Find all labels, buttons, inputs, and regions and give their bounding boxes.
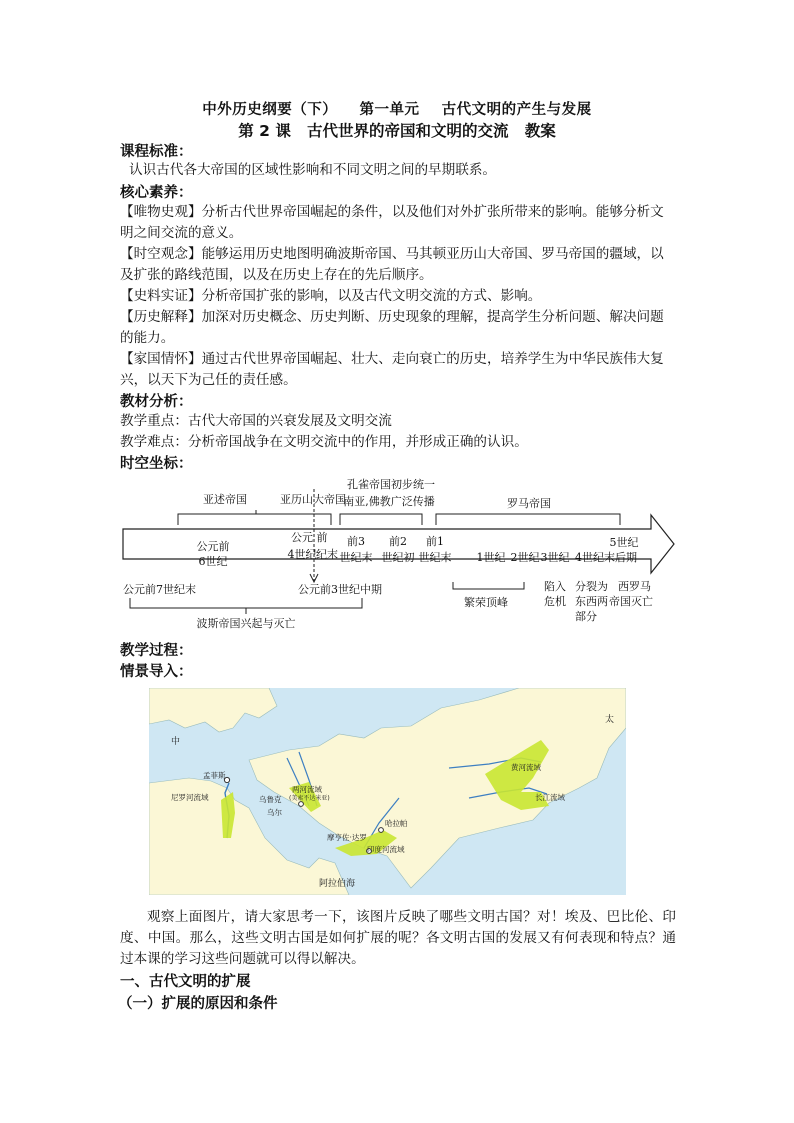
tick-q3-end: 世纪末 (339, 551, 373, 564)
literacy-text: 通过古代世界帝国崛起、壮大、走向衰亡的历史，培养学生为中华民族伟大复 (201, 351, 664, 367)
label-rome: 罗马帝国 (507, 497, 551, 510)
literacy-item-evidence (120, 286, 676, 307)
label-two-rivers: 两河流域 (292, 785, 322, 794)
label-fall-1: 西罗马 (618, 580, 651, 593)
literacy-item-patriotism (120, 349, 676, 370)
standard-text: 认识古代各大帝国的区域性影响和不同文明之间的早期联系。 (129, 162, 497, 178)
literacy-continuation: 明之间交流的意义。 (120, 225, 243, 241)
analysis-heading: 教材分析： (120, 394, 193, 410)
process-heading: 教学过程： (120, 643, 193, 659)
label-mohenjo: 摩亨佐·达罗 (327, 833, 367, 842)
label-crisis-2: 危机 (544, 595, 566, 608)
literacy-continuation: 的能力。 (120, 330, 175, 346)
literacy-text: 能够运用历史地图明确波斯帝国、马其顿亚历山大帝国、罗马帝国的疆域，以 (201, 246, 664, 262)
section-1-heading: 一、古代文明的扩展 (120, 974, 251, 990)
city-harappa-marker (379, 828, 384, 833)
city-ur-marker (299, 802, 304, 807)
bracket-rome (436, 514, 620, 525)
subsection-1-heading: （一）扩展的原因和条件 (118, 996, 278, 1012)
tick-qian: 前 (316, 531, 328, 544)
timeline-heading: 时空坐标： (120, 456, 193, 472)
tick-2c: 2世纪 (510, 551, 540, 564)
analysis-difficult-point: 教学难点：分析帝国战争在文明交流中的作用，并形成正确的认识。 (120, 434, 528, 450)
tick-4c-late: 4世纪末后期 (575, 551, 637, 564)
intro-heading: 情景导入： (120, 664, 193, 680)
label-kongque-2: 南亚,佛教广泛传播 (343, 495, 435, 508)
literacy-tag: 【历史解释】 (120, 309, 202, 325)
document-series-title: 中外历史纲要（下） 第一单元 古代文明的产生与发展 (202, 102, 592, 118)
label-7c-end: 公元前7世纪末 (123, 583, 196, 596)
label-mesopotamia: (美索不达米亚) (289, 795, 330, 802)
tick-3c: 3世纪 (540, 551, 570, 564)
bracket-kongque (340, 514, 422, 525)
tick-1c: 1世纪 (476, 551, 506, 564)
bracket-persia (130, 598, 362, 608)
literacy-text: 加深对历史概念、历史判断、历史现象的理解，提高学生分析问题、解决问题 (201, 309, 664, 325)
literacy-text: 分析帝国扩张的影响，以及古代文明交流的方式、影响。 (201, 288, 542, 304)
label-mediterranean: 中 (171, 737, 181, 747)
tick-5c: 5世纪 (609, 536, 639, 549)
label-pacific: 太 (605, 715, 615, 725)
bracket-peak (453, 582, 524, 589)
tick-6c-a: 公元前 (196, 540, 230, 553)
intro-question-paragraph: 观察上面图片，请大家思考一下，该图片反映了哪些文明古国？对！埃及、巴比伦、印度、中国。那么，这些文明古国是如何扩展的呢？各文明古国的发展又有何表现和特点？通过本课的学习这些问题就可以得以解决。 (120, 909, 676, 967)
label-arabian-sea: 阿拉伯海 (319, 879, 356, 889)
label-ur: 乌尔 (267, 808, 282, 817)
tick-q1-end: 世纪末 (418, 551, 452, 564)
lesson-title: 第 2 课 古代世界的帝国和文明的交流 教案 (238, 122, 556, 140)
tick-q3: 前3 (347, 535, 365, 548)
literacy-continuation: 及扩张的路线范围，以及在历史上存在的先后顺序。 (120, 267, 433, 283)
tick-6c-b: 6世纪 (198, 555, 228, 568)
label-nile: 尼罗河流域 (171, 793, 209, 802)
label-persia: 波斯帝国兴起与灭亡 (196, 617, 296, 630)
standard-heading: 课程标准： (120, 144, 193, 160)
literacy-text: 分析古代世界帝国崛起的条件，以及他们对外扩张所带来的影响。能够分析文 (201, 204, 664, 220)
timeline-diagram (118, 474, 678, 634)
label-uruk: 乌鲁克 (259, 795, 282, 804)
literacy-item-spacetime (120, 244, 676, 265)
ancient-civilizations-map (149, 688, 626, 895)
label-split-2: 东西两 (575, 595, 608, 608)
label-split-1: 分裂为 (575, 580, 608, 593)
label-memphis: 孟菲斯 (203, 771, 226, 780)
label-split-3: 部分 (575, 610, 597, 623)
label-harappa: 哈拉帕 (385, 819, 408, 828)
label-fall-2: 帝国灭亡 (609, 595, 653, 608)
literacy-item-interpretation (120, 307, 676, 328)
bracket-assyria (178, 514, 331, 525)
literacy-item-materialism (120, 202, 676, 223)
label-kongque-1: 孔雀帝国初步统一 (347, 478, 435, 491)
literacy-tag: 【家国情怀】 (120, 351, 202, 367)
analysis-key-point: 教学重点：古代大帝国的兴衰发展及文明交流 (120, 413, 392, 429)
literacy-tag: 【唯物史观】 (120, 204, 202, 220)
literacy-tag: 【史料实证】 (120, 288, 202, 304)
tick-q1: 前1 (426, 535, 444, 548)
label-peak: 繁荣顶峰 (464, 596, 508, 609)
label-indus: 印度河流域 (367, 845, 405, 854)
label-yellow-river: 黄河流域 (511, 763, 541, 772)
literacy-tag: 【时空观念】 (120, 246, 202, 262)
label-yangtze: 长江流域 (535, 793, 565, 802)
tick-q2-begin: 世纪初 (381, 551, 415, 564)
label-3c-mid: 公元前3世纪中期 (298, 583, 382, 596)
tick-q2: 前2 (389, 535, 407, 548)
literacy-heading: 核心素养： (120, 185, 193, 201)
label-assyria: 亚述帝国 (203, 493, 247, 506)
literacy-continuation: 兴，以天下为己任的责任感。 (120, 372, 297, 388)
label-crisis-1: 陷入 (544, 580, 566, 593)
tick-4c-b: 4世纪 (287, 548, 317, 561)
tick-4c-a: 公元 (291, 531, 313, 544)
tick-jimo: 纪末 (316, 548, 338, 561)
label-alexander: 亚历山大帝国 (280, 493, 346, 506)
